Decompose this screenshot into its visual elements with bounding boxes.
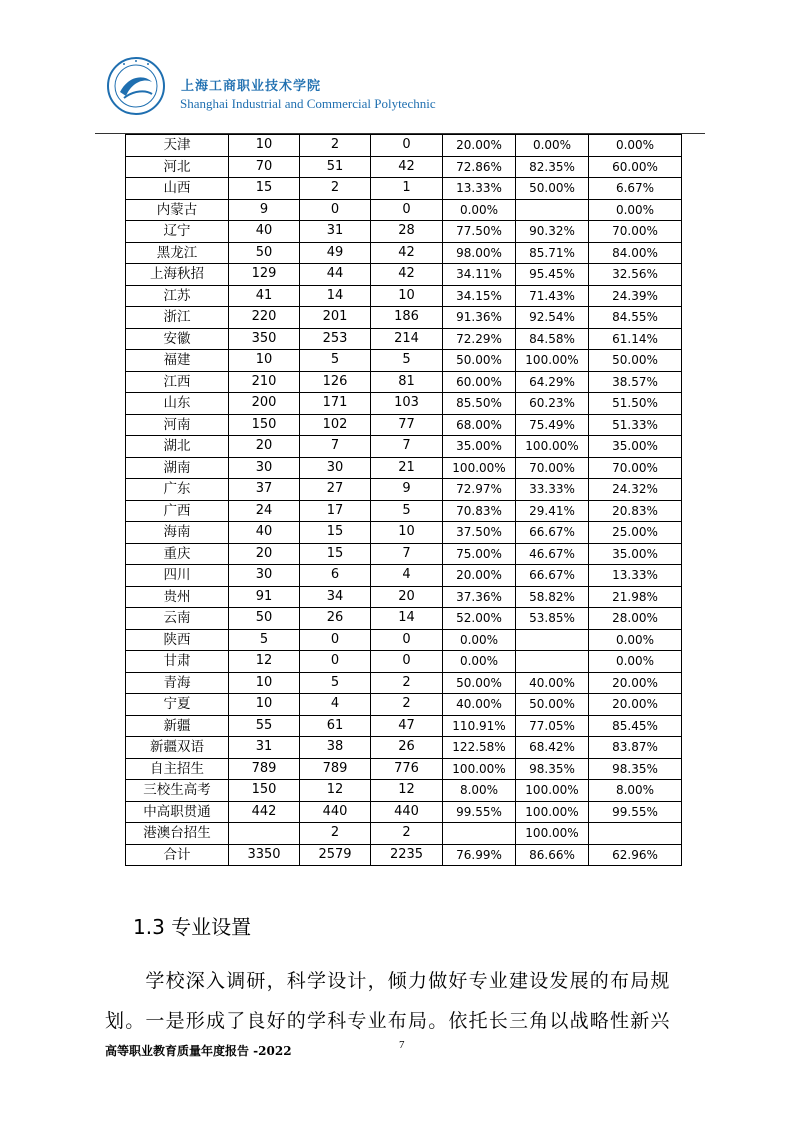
table-cell: 8.00% <box>589 780 682 802</box>
table-cell: 171 <box>300 393 371 415</box>
table-cell: 84.00% <box>589 242 682 264</box>
table-cell: 789 <box>229 758 300 780</box>
table-cell-region: 三校生高考 <box>126 780 229 802</box>
table-cell: 52.00% <box>443 608 516 630</box>
table-cell: 0.00% <box>589 629 682 651</box>
table-cell: 15 <box>229 178 300 200</box>
table-cell-region: 山东 <box>126 393 229 415</box>
table-row <box>126 651 682 673</box>
table-cell: 12 <box>300 780 371 802</box>
table-row <box>126 586 682 608</box>
table-cell: 200 <box>229 393 300 415</box>
table-cell: 47 <box>371 715 443 737</box>
table-cell: 42 <box>371 264 443 286</box>
table-cell-region: 重庆 <box>126 543 229 565</box>
table-cell: 40 <box>229 221 300 243</box>
body-paragraph-line: 学校深入调研，科学设计，倾力做好专业建设发展的布局规 <box>105 970 671 992</box>
table-cell: 30 <box>229 457 300 479</box>
table-cell: 10 <box>229 694 300 716</box>
page-number: 7 <box>399 1039 405 1051</box>
table-cell: 20.00% <box>589 694 682 716</box>
table-cell: 37.36% <box>443 586 516 608</box>
table-cell: 60.23% <box>516 393 589 415</box>
table-cell-region: 天津 <box>126 135 229 157</box>
table-cell: 0 <box>371 199 443 221</box>
table-cell: 0 <box>371 135 443 157</box>
table-cell: 98.35% <box>589 758 682 780</box>
table-cell: 40 <box>229 522 300 544</box>
table-cell: 776 <box>371 758 443 780</box>
table-cell-region: 青海 <box>126 672 229 694</box>
table-cell-region: 港澳台招生 <box>126 823 229 845</box>
table-cell: 122.58% <box>443 737 516 759</box>
table-cell: 68.00% <box>443 414 516 436</box>
table-cell: 2 <box>371 672 443 694</box>
table-cell: 9 <box>229 199 300 221</box>
table-cell-region: 合计 <box>126 844 229 866</box>
table-cell-region: 湖南 <box>126 457 229 479</box>
table-cell-region: 中高职贯通 <box>126 801 229 823</box>
table-cell: 66.67% <box>516 565 589 587</box>
table-cell: 0.00% <box>443 199 516 221</box>
table-cell: 71.43% <box>516 285 589 307</box>
table-cell: 50.00% <box>589 350 682 372</box>
table-cell: 5 <box>229 629 300 651</box>
table-cell: 85.71% <box>516 242 589 264</box>
table-cell: 50.00% <box>443 350 516 372</box>
table-cell: 37.50% <box>443 522 516 544</box>
table-cell: 70.00% <box>589 457 682 479</box>
table-cell: 0 <box>371 651 443 673</box>
table-cell: 38.57% <box>589 371 682 393</box>
table-cell: 72.97% <box>443 479 516 501</box>
table-cell: 15 <box>300 543 371 565</box>
table-cell: 214 <box>371 328 443 350</box>
table-row <box>126 221 682 243</box>
table-row <box>126 844 682 866</box>
table-cell-region: 新疆 <box>126 715 229 737</box>
table-cell: 51 <box>300 156 371 178</box>
table-cell: 1 <box>371 178 443 200</box>
table-cell: 12 <box>371 780 443 802</box>
table-cell: 82.35% <box>516 156 589 178</box>
table-cell: 4 <box>371 565 443 587</box>
section-title: 1.3 专业设置 <box>133 915 252 939</box>
table-cell: 32.56% <box>589 264 682 286</box>
table-cell: 100.00% <box>516 823 589 845</box>
table-cell: 91.36% <box>443 307 516 329</box>
table-cell: 0.00% <box>589 135 682 157</box>
table-cell: 10 <box>371 522 443 544</box>
table-cell: 10 <box>229 672 300 694</box>
table-cell: 100.00% <box>516 801 589 823</box>
table-cell: 20.00% <box>589 672 682 694</box>
table-cell <box>589 823 682 845</box>
table-cell: 50.00% <box>516 694 589 716</box>
table-row <box>126 629 682 651</box>
table-cell: 210 <box>229 371 300 393</box>
table-cell-region: 福建 <box>126 350 229 372</box>
table-cell: 20 <box>229 543 300 565</box>
table-cell: 102 <box>300 414 371 436</box>
table-cell: 2 <box>371 694 443 716</box>
table-row <box>126 715 682 737</box>
table-row <box>126 436 682 458</box>
table-cell: 5 <box>371 350 443 372</box>
table-cell: 72.86% <box>443 156 516 178</box>
table-row <box>126 608 682 630</box>
table-cell: 42 <box>371 156 443 178</box>
table-cell: 83.87% <box>589 737 682 759</box>
table-row <box>126 479 682 501</box>
table-cell-region: 新疆双语 <box>126 737 229 759</box>
table-row <box>126 393 682 415</box>
table-cell: 31 <box>229 737 300 759</box>
table-cell: 42 <box>371 242 443 264</box>
table-cell: 0 <box>300 629 371 651</box>
table-cell: 13.33% <box>443 178 516 200</box>
table-cell: 0 <box>371 629 443 651</box>
table-cell: 126 <box>300 371 371 393</box>
table-cell-region: 辽宁 <box>126 221 229 243</box>
table-cell: 2235 <box>371 844 443 866</box>
table-cell: 24.39% <box>589 285 682 307</box>
table-cell: 0.00% <box>443 651 516 673</box>
table-cell: 100.00% <box>443 758 516 780</box>
table-cell: 7 <box>371 436 443 458</box>
table-cell-region: 贵州 <box>126 586 229 608</box>
table-cell-region: 内蒙古 <box>126 199 229 221</box>
table-cell: 70.00% <box>589 221 682 243</box>
table-cell: 84.55% <box>589 307 682 329</box>
table-cell: 25.00% <box>589 522 682 544</box>
table-cell: 99.55% <box>589 801 682 823</box>
table-cell: 77.05% <box>516 715 589 737</box>
table-row <box>126 307 682 329</box>
table-cell: 49 <box>300 242 371 264</box>
table-row <box>126 457 682 479</box>
table-cell-region: 黑龙江 <box>126 242 229 264</box>
table-cell: 0.00% <box>443 629 516 651</box>
table-cell: 50 <box>229 608 300 630</box>
table-cell: 150 <box>229 780 300 802</box>
table-cell: 100.00% <box>516 350 589 372</box>
table-row <box>126 242 682 264</box>
table-cell: 0.00% <box>516 135 589 157</box>
table-cell: 20.83% <box>589 500 682 522</box>
table-cell: 20.00% <box>443 565 516 587</box>
table-cell: 53.85% <box>516 608 589 630</box>
footer-report-title: 高等职业教育质量年度报告 -2022 <box>105 1044 292 1058</box>
table-cell: 8.00% <box>443 780 516 802</box>
table-cell: 61.14% <box>589 328 682 350</box>
table-row <box>126 199 682 221</box>
table-cell: 103 <box>371 393 443 415</box>
table-cell: 253 <box>300 328 371 350</box>
table-cell-region: 云南 <box>126 608 229 630</box>
table-cell: 220 <box>229 307 300 329</box>
table-cell: 5 <box>300 672 371 694</box>
table-cell: 6.67% <box>589 178 682 200</box>
table-cell: 46.67% <box>516 543 589 565</box>
table-cell: 98.00% <box>443 242 516 264</box>
table-cell: 72.29% <box>443 328 516 350</box>
table-cell-region: 江苏 <box>126 285 229 307</box>
table-cell: 0 <box>300 651 371 673</box>
table-cell: 100.00% <box>516 780 589 802</box>
table-cell: 85.50% <box>443 393 516 415</box>
table-cell: 38 <box>300 737 371 759</box>
table-cell-region: 四川 <box>126 565 229 587</box>
table-cell: 12 <box>229 651 300 673</box>
table-cell: 110.91% <box>443 715 516 737</box>
table-cell: 100.00% <box>516 436 589 458</box>
table-row <box>126 801 682 823</box>
table-cell-region: 广东 <box>126 479 229 501</box>
table-cell: 350 <box>229 328 300 350</box>
table-cell: 100.00% <box>443 457 516 479</box>
enrollment-table <box>125 134 682 866</box>
table-cell: 24.32% <box>589 479 682 501</box>
table-cell: 2 <box>300 135 371 157</box>
table-cell: 70.83% <box>443 500 516 522</box>
table-cell: 2 <box>371 823 443 845</box>
table-cell: 86.66% <box>516 844 589 866</box>
table-cell <box>516 199 589 221</box>
table-row <box>126 178 682 200</box>
table-cell-region: 江西 <box>126 371 229 393</box>
table-cell-region: 陕西 <box>126 629 229 651</box>
table-cell: 40.00% <box>516 672 589 694</box>
table-cell: 50.00% <box>516 178 589 200</box>
table-cell: 9 <box>371 479 443 501</box>
table-cell: 50.00% <box>443 672 516 694</box>
table-cell: 0 <box>300 199 371 221</box>
table-cell: 99.55% <box>443 801 516 823</box>
table-body <box>126 135 682 866</box>
table-cell: 84.58% <box>516 328 589 350</box>
table-cell: 92.54% <box>516 307 589 329</box>
table-cell-region: 宁夏 <box>126 694 229 716</box>
table-cell: 26 <box>371 737 443 759</box>
table-cell: 440 <box>371 801 443 823</box>
table-row <box>126 328 682 350</box>
table-cell-region: 河南 <box>126 414 229 436</box>
table-cell: 7 <box>371 543 443 565</box>
table-cell: 31 <box>300 221 371 243</box>
table-cell: 60.00% <box>443 371 516 393</box>
table-cell-region: 自主招生 <box>126 758 229 780</box>
table-cell: 129 <box>229 264 300 286</box>
table-cell: 14 <box>371 608 443 630</box>
table-cell: 34.15% <box>443 285 516 307</box>
table-cell: 40.00% <box>443 694 516 716</box>
table-cell: 68.42% <box>516 737 589 759</box>
table-cell: 62.96% <box>589 844 682 866</box>
table-row <box>126 500 682 522</box>
table-cell-region: 浙江 <box>126 307 229 329</box>
table-cell: 28.00% <box>589 608 682 630</box>
table-cell: 10 <box>229 135 300 157</box>
table-cell: 0.00% <box>589 651 682 673</box>
table-cell-region: 安徽 <box>126 328 229 350</box>
table-cell: 55 <box>229 715 300 737</box>
school-name-chinese: 上海工商职业技术学院 <box>181 79 322 94</box>
school-logo-icon <box>106 56 166 116</box>
table-cell-region: 广西 <box>126 500 229 522</box>
table-cell: 60.00% <box>589 156 682 178</box>
table-cell: 90.32% <box>516 221 589 243</box>
table-cell: 21 <box>371 457 443 479</box>
table-cell: 6 <box>300 565 371 587</box>
table-cell: 30 <box>229 565 300 587</box>
table-cell-region: 上海秋招 <box>126 264 229 286</box>
table-row <box>126 672 682 694</box>
table-cell <box>443 823 516 845</box>
table-row <box>126 135 682 157</box>
table-cell: 15 <box>300 522 371 544</box>
table-cell: 70.00% <box>516 457 589 479</box>
table-row <box>126 522 682 544</box>
table-cell: 50 <box>229 242 300 264</box>
table-cell: 17 <box>300 500 371 522</box>
table-cell: 7 <box>300 436 371 458</box>
table-cell: 24 <box>229 500 300 522</box>
table-row <box>126 350 682 372</box>
table-cell: 20 <box>229 436 300 458</box>
table-row <box>126 737 682 759</box>
table-cell: 21.98% <box>589 586 682 608</box>
table-cell: 75.00% <box>443 543 516 565</box>
table-cell: 0.00% <box>589 199 682 221</box>
table-cell: 98.35% <box>516 758 589 780</box>
table-cell: 35.00% <box>589 436 682 458</box>
table-row <box>126 414 682 436</box>
table-cell: 37 <box>229 479 300 501</box>
table-row <box>126 156 682 178</box>
table-cell: 85.45% <box>589 715 682 737</box>
table-cell: 13.33% <box>589 565 682 587</box>
table-row <box>126 823 682 845</box>
table-cell: 61 <box>300 715 371 737</box>
table-cell: 41 <box>229 285 300 307</box>
table-cell: 27 <box>300 479 371 501</box>
page-header <box>0 0 793 135</box>
table-row <box>126 543 682 565</box>
table-cell-region: 山西 <box>126 178 229 200</box>
table-cell: 75.49% <box>516 414 589 436</box>
table-cell: 58.82% <box>516 586 589 608</box>
table-cell: 35.00% <box>443 436 516 458</box>
table-cell: 29.41% <box>516 500 589 522</box>
table-cell: 33.33% <box>516 479 589 501</box>
table-cell <box>229 823 300 845</box>
table-cell: 26 <box>300 608 371 630</box>
table-cell <box>516 629 589 651</box>
school-name-english: Shanghai Industrial and Commercial Polytechnic <box>180 96 436 111</box>
table-cell-region: 海南 <box>126 522 229 544</box>
table-cell: 81 <box>371 371 443 393</box>
table-cell: 4 <box>300 694 371 716</box>
table-cell: 51.33% <box>589 414 682 436</box>
table-cell: 77 <box>371 414 443 436</box>
table-cell-region: 湖北 <box>126 436 229 458</box>
table-cell: 70 <box>229 156 300 178</box>
table-cell: 186 <box>371 307 443 329</box>
table-cell: 20 <box>371 586 443 608</box>
table-cell-region: 河北 <box>126 156 229 178</box>
table-cell: 10 <box>229 350 300 372</box>
table-cell: 64.29% <box>516 371 589 393</box>
table-cell: 51.50% <box>589 393 682 415</box>
table-cell: 789 <box>300 758 371 780</box>
table-cell: 5 <box>300 350 371 372</box>
table-cell: 2579 <box>300 844 371 866</box>
table-cell: 2 <box>300 823 371 845</box>
table-cell: 34 <box>300 586 371 608</box>
body-paragraph-line: 划。一是形成了良好的学科专业布局。依托长三角以战略性新兴 <box>105 1010 671 1032</box>
table-cell: 14 <box>300 285 371 307</box>
table-cell: 5 <box>371 500 443 522</box>
table-cell: 76.99% <box>443 844 516 866</box>
table-row <box>126 694 682 716</box>
table-cell: 442 <box>229 801 300 823</box>
table-row <box>126 758 682 780</box>
table-row <box>126 264 682 286</box>
table-cell: 10 <box>371 285 443 307</box>
table-cell: 440 <box>300 801 371 823</box>
table-cell: 95.45% <box>516 264 589 286</box>
table-cell: 66.67% <box>516 522 589 544</box>
table-cell: 201 <box>300 307 371 329</box>
table-cell: 28 <box>371 221 443 243</box>
table-cell: 77.50% <box>443 221 516 243</box>
table-cell: 35.00% <box>589 543 682 565</box>
table-row <box>126 371 682 393</box>
table-cell: 20.00% <box>443 135 516 157</box>
table-cell: 150 <box>229 414 300 436</box>
table-cell: 3350 <box>229 844 300 866</box>
table-cell: 30 <box>300 457 371 479</box>
table-cell: 91 <box>229 586 300 608</box>
table-row <box>126 780 682 802</box>
table-row <box>126 565 682 587</box>
table-cell: 2 <box>300 178 371 200</box>
table-cell: 34.11% <box>443 264 516 286</box>
table-row <box>126 285 682 307</box>
table-cell: 44 <box>300 264 371 286</box>
table-cell-region: 甘肃 <box>126 651 229 673</box>
table-cell <box>516 651 589 673</box>
